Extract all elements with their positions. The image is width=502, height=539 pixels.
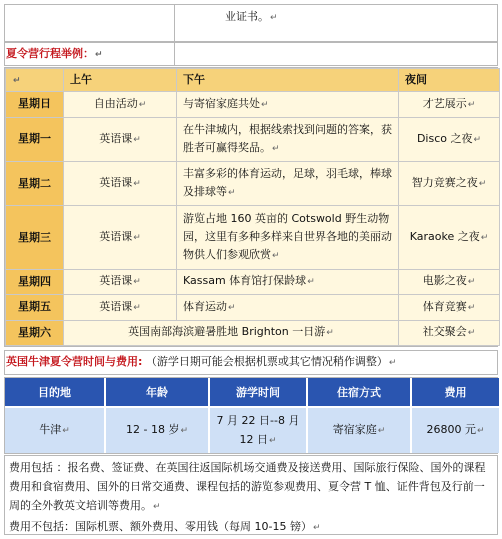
evening-activity: 才艺展示↵	[399, 92, 500, 117]
afternoon-activity: Kassam 体育馆打保龄球↵	[177, 269, 399, 294]
morning-activity: 英语课↵	[64, 295, 177, 320]
cost-header-dates: 游学时间	[209, 378, 307, 407]
day-label: 星期二	[6, 162, 64, 206]
table-row	[6, 206, 500, 269]
fee-value: 26800 元↵	[411, 407, 499, 453]
cost-heading-line: 英国牛津夏令营时间与费用: （游学日期可能会根据机票或其它情况稍作调整）↵	[6, 355, 397, 368]
cost-note: （游学日期可能会根据机票或其它情况稍作调整）	[145, 355, 388, 368]
all-day-activity: 英国南部海滨避暑胜地 Brighton 一日游↵	[64, 320, 399, 345]
top-text: 业证书。	[225, 10, 269, 23]
fees-included-label: 费用包括 ：	[9, 461, 68, 474]
age-value: 12 - 18 岁↵	[105, 407, 209, 453]
destination-value: 牛津↵	[5, 407, 105, 453]
table-row	[6, 295, 500, 320]
evening-activity: 社交聚会↵	[399, 320, 500, 345]
morning-activity: 英语课↵	[64, 162, 177, 206]
table-row	[5, 407, 499, 453]
evening-activity: Disco 之夜↵	[399, 117, 500, 161]
schedule-header-afternoon: 下午	[177, 69, 399, 92]
evening-activity: 智力竞赛之夜↵	[399, 162, 500, 206]
evening-activity: 体育竞赛↵	[399, 295, 500, 320]
table-row	[6, 117, 500, 161]
fees-excluded: 费用不包括：国际机票、额外费用、零用钱（每周 10-15 镑）↵	[9, 520, 321, 533]
top-right-cell: 业证书。↵	[174, 4, 498, 42]
cost-heading: 英国牛津夏令营时间与费用:	[6, 355, 143, 368]
day-label: 星期一	[6, 117, 64, 161]
schedule-table	[4, 67, 498, 347]
fees-excluded-label: 费用不包括：	[9, 520, 75, 533]
fees-included-text: 报名费、签证费、在英国往返国际机场交通费及接送费用、国际旅行保险、国外的课程费用和食宿费用、国外的日常交通费、课程包括的游览参观费用、夏令营 T 恤、证件背包及行前一周的全外教英文培训等费用。	[9, 461, 486, 512]
fees-included: 费用包括 ：报名费、签证费、在英国往返国际机场交通费及接送费用、国际旅行保险、国外的课程费用和食宿费用、国外的日常交通费、课程包括的游览参观费用、夏令营 T 恤、证件背包及行前一周的全外教英文培训等费用。↵	[9, 461, 486, 512]
morning-activity: 英语课↵	[64, 206, 177, 269]
day-label: 星期五	[6, 295, 64, 320]
schedule-header-morning: 上午	[64, 69, 177, 92]
schedule-heading: 夏令营行程举例：↵	[6, 47, 103, 60]
fees-excluded-text: 国际机票、额外费用、零用钱（每周 10-15 镑）	[75, 520, 312, 533]
fees-block	[4, 455, 498, 535]
schedule-header-evening: 夜间	[399, 69, 500, 92]
cost-table	[4, 377, 498, 454]
morning-activity: 英语课↵	[64, 117, 177, 161]
morning-activity: 自由活动↵	[64, 92, 177, 117]
lodging-value: 寄宿家庭↵	[307, 407, 411, 453]
table-row	[6, 320, 500, 345]
afternoon-activity: 体育运动↵	[177, 295, 399, 320]
table-row	[6, 92, 500, 117]
evening-activity: Karaoke 之夜↵	[399, 206, 500, 269]
table-row	[6, 162, 500, 206]
afternoon-activity: 游览占地 160 英亩的 Cotswold 野生动物园，这里有多种多样来自世界各地的美丽动物供人们参观欣赏↵	[177, 206, 399, 269]
schedule-header-blank: ↵	[6, 69, 64, 92]
cost-header-lodging: 住宿方式	[307, 378, 411, 407]
schedule-heading-right-cell	[174, 42, 498, 66]
day-label: 星期四	[6, 269, 64, 294]
day-label: 星期三	[6, 206, 64, 269]
cost-header-fee: 费用	[411, 378, 499, 407]
morning-activity: 英语课↵	[64, 269, 177, 294]
evening-activity: 电影之夜↵	[399, 269, 500, 294]
day-label: 星期日	[6, 92, 64, 117]
afternoon-activity: 与寄宿家庭共处↵	[177, 92, 399, 117]
dates-value: 7 月 22 日--8 月 12 日↵	[209, 407, 307, 453]
afternoon-activity: 丰富多彩的体育运动，足球，羽毛球，棒球及排球等↵	[177, 162, 399, 206]
cost-header-age: 年龄	[105, 378, 209, 407]
table-row	[6, 269, 500, 294]
afternoon-activity: 在牛津城内，根据线索找到问题的答案，获胜者可赢得奖品。↵	[177, 117, 399, 161]
day-label: 星期六	[6, 320, 64, 345]
top-left-cell	[4, 4, 175, 42]
cost-header-destination: 目的地	[5, 378, 105, 407]
